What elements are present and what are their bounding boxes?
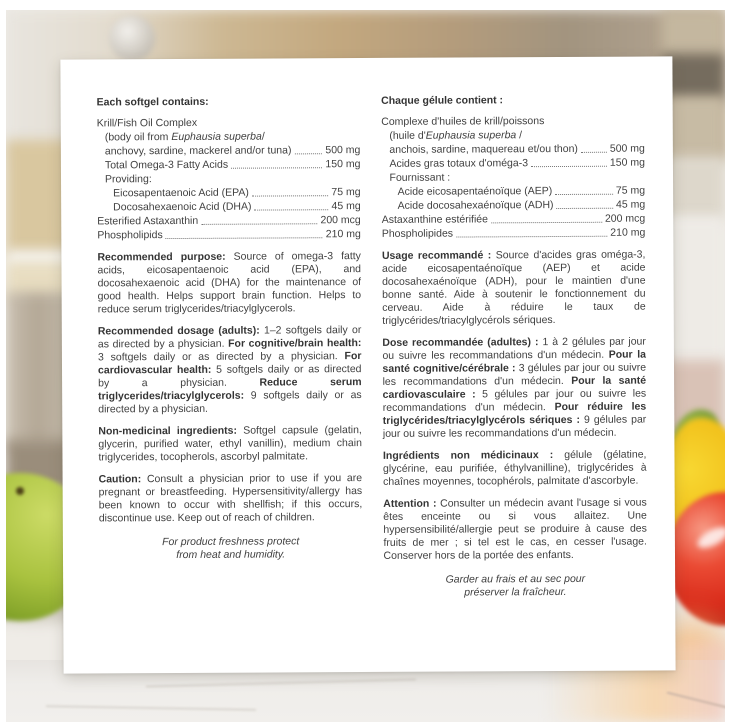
fact-name (389, 142, 578, 157)
fact-row (97, 199, 361, 214)
text: 1 à 2 gélules par jour ou suivre les recommandations d'un médecin. (382, 335, 646, 362)
text: Providing: (104, 173, 152, 186)
paragraphs (382, 249, 647, 563)
text: Docosahexaenoic Acid (DHA) (113, 200, 252, 214)
fact-name (113, 200, 251, 215)
fact-row (381, 170, 645, 185)
paragraphs (97, 250, 362, 525)
fact-row (382, 226, 646, 241)
fact-name (382, 227, 453, 241)
text: Total Omega-3 Fatty Acids (104, 158, 229, 172)
text: Phospholipides (381, 227, 454, 240)
label-column-english (97, 95, 363, 657)
dotted-leader (531, 166, 607, 167)
fact-name (389, 156, 528, 171)
text: 3 gélules par jour ou suivre les recommandations d'un médecin. (382, 361, 647, 388)
fact-value: 45 mg (331, 200, 361, 213)
text: 1–2 softgels daily or as directed by a physician. (97, 324, 362, 351)
italic-text: Euphausia superba (171, 130, 262, 144)
fact-name (97, 116, 197, 131)
fact-row (382, 198, 646, 213)
text: Acide docosahexaénoïque (ADH) (397, 199, 554, 212)
fact-row (97, 213, 361, 228)
fact-row (97, 171, 361, 186)
fact-name (382, 212, 488, 227)
dotted-leader (491, 222, 602, 224)
label-paragraph (383, 449, 647, 489)
bold-text: Dose recommandée (adultes) : (382, 336, 543, 349)
apple-stem (16, 487, 24, 495)
label-column-french (381, 94, 647, 656)
text: Eicosapentaenoic Acid (EPA) (113, 186, 249, 200)
fact-value: 210 mg (610, 226, 646, 239)
fact-value: 45 mg (615, 198, 646, 211)
dotted-leader (231, 167, 322, 168)
fact-row (381, 156, 645, 171)
label-paragraph (382, 249, 646, 328)
italic-text: Euphausia superba (425, 129, 517, 142)
label-paragraph (97, 250, 361, 316)
bold-text: Non-medicinal ingredients: (98, 424, 244, 438)
fact-row (97, 129, 361, 144)
text: Consult a physician prior to use if you are pregnant or breastfeeding. Hypersensitivity/allergy has been known to occur with shellfish; if this occurs, discontinue use. Keep out of reach of children. (98, 472, 363, 525)
text: Complexe d'huiles de krill/poissons (381, 115, 545, 128)
storage-note: Garder au frais et au sec pour préserver la fraîcheur. (445, 572, 586, 599)
fact-name (389, 128, 522, 143)
dotted-leader (555, 194, 613, 195)
supplement-facts-card (60, 56, 675, 673)
fact-row (382, 212, 646, 227)
fact-name (105, 130, 265, 145)
dotted-leader (166, 237, 323, 239)
text: Astaxanthine estérifiée (381, 213, 489, 226)
dotted-leader (581, 152, 607, 153)
dotted-leader (252, 195, 329, 196)
fact-value: 500 mg (609, 142, 645, 155)
bold-text: Pour réduire les triglycérides/triacylglycérols sériques : (382, 400, 647, 427)
dotted-leader (557, 208, 613, 209)
bold-text: For cardiovascular health: (97, 350, 362, 377)
bold-text: Pour la santé cardiovasculaire : (382, 374, 647, 401)
fact-row (97, 115, 361, 130)
facts-list (97, 115, 361, 242)
fact-row (381, 142, 645, 157)
text: 5 gélules par jour ou suivre les recommandations d'un médecin. (382, 387, 647, 414)
bold-text: Recommended dosage (adults): (97, 324, 265, 338)
bold-text: Recommended purpose: (97, 250, 234, 264)
fact-name (105, 172, 152, 186)
fact-name (381, 114, 544, 129)
dotted-leader (255, 209, 329, 210)
text: 3 softgels daily or as directed by a physician. (97, 350, 345, 364)
bold-text: Usage recommandé : (381, 249, 496, 262)
fact-row (97, 157, 361, 172)
bold-text: Pour la santé cognitive/cérébrale : (382, 348, 646, 375)
fact-name (398, 184, 553, 199)
fact-name (97, 214, 198, 229)
label-paragraph (382, 336, 646, 441)
fact-value: 150 mg (325, 158, 361, 171)
text: gélule (gélatine, glycérine, eau purifiée, éthylvanilline), triglycérides à chaînes moyennes, tocophérols, palmitate d'ascorbyle. (383, 448, 647, 488)
fact-value: 150 mg (609, 156, 645, 169)
storage-note: For product freshness protect from heat and humidity. (162, 535, 300, 562)
text: Softgel capsule (gelatin, glycerin, purified water, ethyl vanillin), medium chain triglycerides, tocopherols, ascorbyl palmitate. (98, 424, 362, 464)
fact-row (382, 184, 646, 199)
text: 5 softgels daily or as directed by a physician. (98, 363, 362, 390)
column-heading: Each softgel contains: (96, 95, 209, 109)
text: Phospholipids (97, 229, 163, 242)
column-heading: Chaque gélule contient : (381, 94, 504, 107)
photo-background (6, 10, 725, 722)
text: anchovy, sardine, mackerel and/or tuna) (104, 144, 292, 158)
text: Esterified Astaxanthin (97, 214, 199, 228)
text: / (516, 129, 523, 142)
fact-row (97, 143, 361, 158)
fact-name (113, 186, 249, 201)
dotted-leader (201, 223, 317, 225)
label-paragraph (98, 424, 362, 464)
fact-row (97, 227, 361, 242)
fact-value: 75 mg (615, 184, 646, 197)
text: Acide eicosapentaénoïque (AEP) (397, 185, 553, 198)
fact-value: 200 mcg (604, 212, 646, 225)
text: Consulter un médecin avant l'usage si vous êtes enceinte ou si vous allaitez. Une hypersensibilité/allergie peut se produire à cause des fruits de mer ; si tel est le cas, en cesser l'usage. Conserver hors de la portée des enfants. (383, 496, 647, 562)
bold-text: Caution: (98, 473, 147, 486)
dotted-leader (294, 153, 322, 154)
fact-name (105, 143, 292, 158)
fact-row (381, 114, 645, 129)
text: anchois, sardine, maquereau et/ou thon) (389, 142, 578, 156)
text: (huile d' (389, 129, 426, 142)
fact-value: 200 mcg (320, 214, 361, 227)
fact-name (398, 198, 554, 213)
fact-row (381, 128, 645, 143)
fact-name (97, 228, 162, 242)
bold-text: Attention : (383, 497, 441, 510)
bold-text: Ingrédients non médicinaux : (382, 448, 565, 462)
fact-name (389, 171, 450, 185)
text: Source of omega-3 fatty acids, eicosapentaenoic acid (EPA), and docosahexaenoic acid (DHA) for the maintenance of good health. Helps support brain function. Helps to reduce serum triglycerides/triacylglycerols. (97, 250, 362, 316)
fact-row (97, 185, 361, 200)
label-paragraph (383, 497, 647, 563)
jar-lid-blur (109, 15, 155, 61)
dotted-leader (456, 236, 607, 238)
text: 9 gélules par jour ou suivre les recommandations d'un médecin. (382, 413, 647, 440)
text: 9 softgels daily or as directed by a physician. (98, 389, 362, 416)
fact-value: 75 mg (331, 186, 361, 199)
fact-value: 500 mg (325, 144, 361, 157)
fact-value: 210 mg (325, 228, 361, 241)
bold-text: Reduce serum triglycerides/triacylglycerols: (98, 376, 362, 403)
text: Source d'acides gras oméga-3, acide eicosapentaénoïque (AEP) et acide docosahexaénoïque (ADH), pour le maintien d'une bonne santé. Aide à soutenir le fonctionnement du cerveau. Aide à réduire le taux de triglycérides/triacylglycérols sériques. (381, 248, 646, 327)
text: (body oil from (104, 131, 172, 144)
text: Krill/Fish Oil Complex (96, 116, 198, 130)
shelf-strip (662, 10, 725, 58)
text: / (261, 130, 265, 143)
text: Acides gras totaux d'oméga-3 (389, 157, 529, 170)
text: Fournissant : (389, 171, 451, 184)
fact-name (105, 158, 228, 173)
facts-list (381, 114, 645, 241)
label-paragraph (99, 472, 363, 525)
label-paragraph (98, 324, 362, 416)
bold-text: For cognitive/brain health: (228, 337, 362, 350)
